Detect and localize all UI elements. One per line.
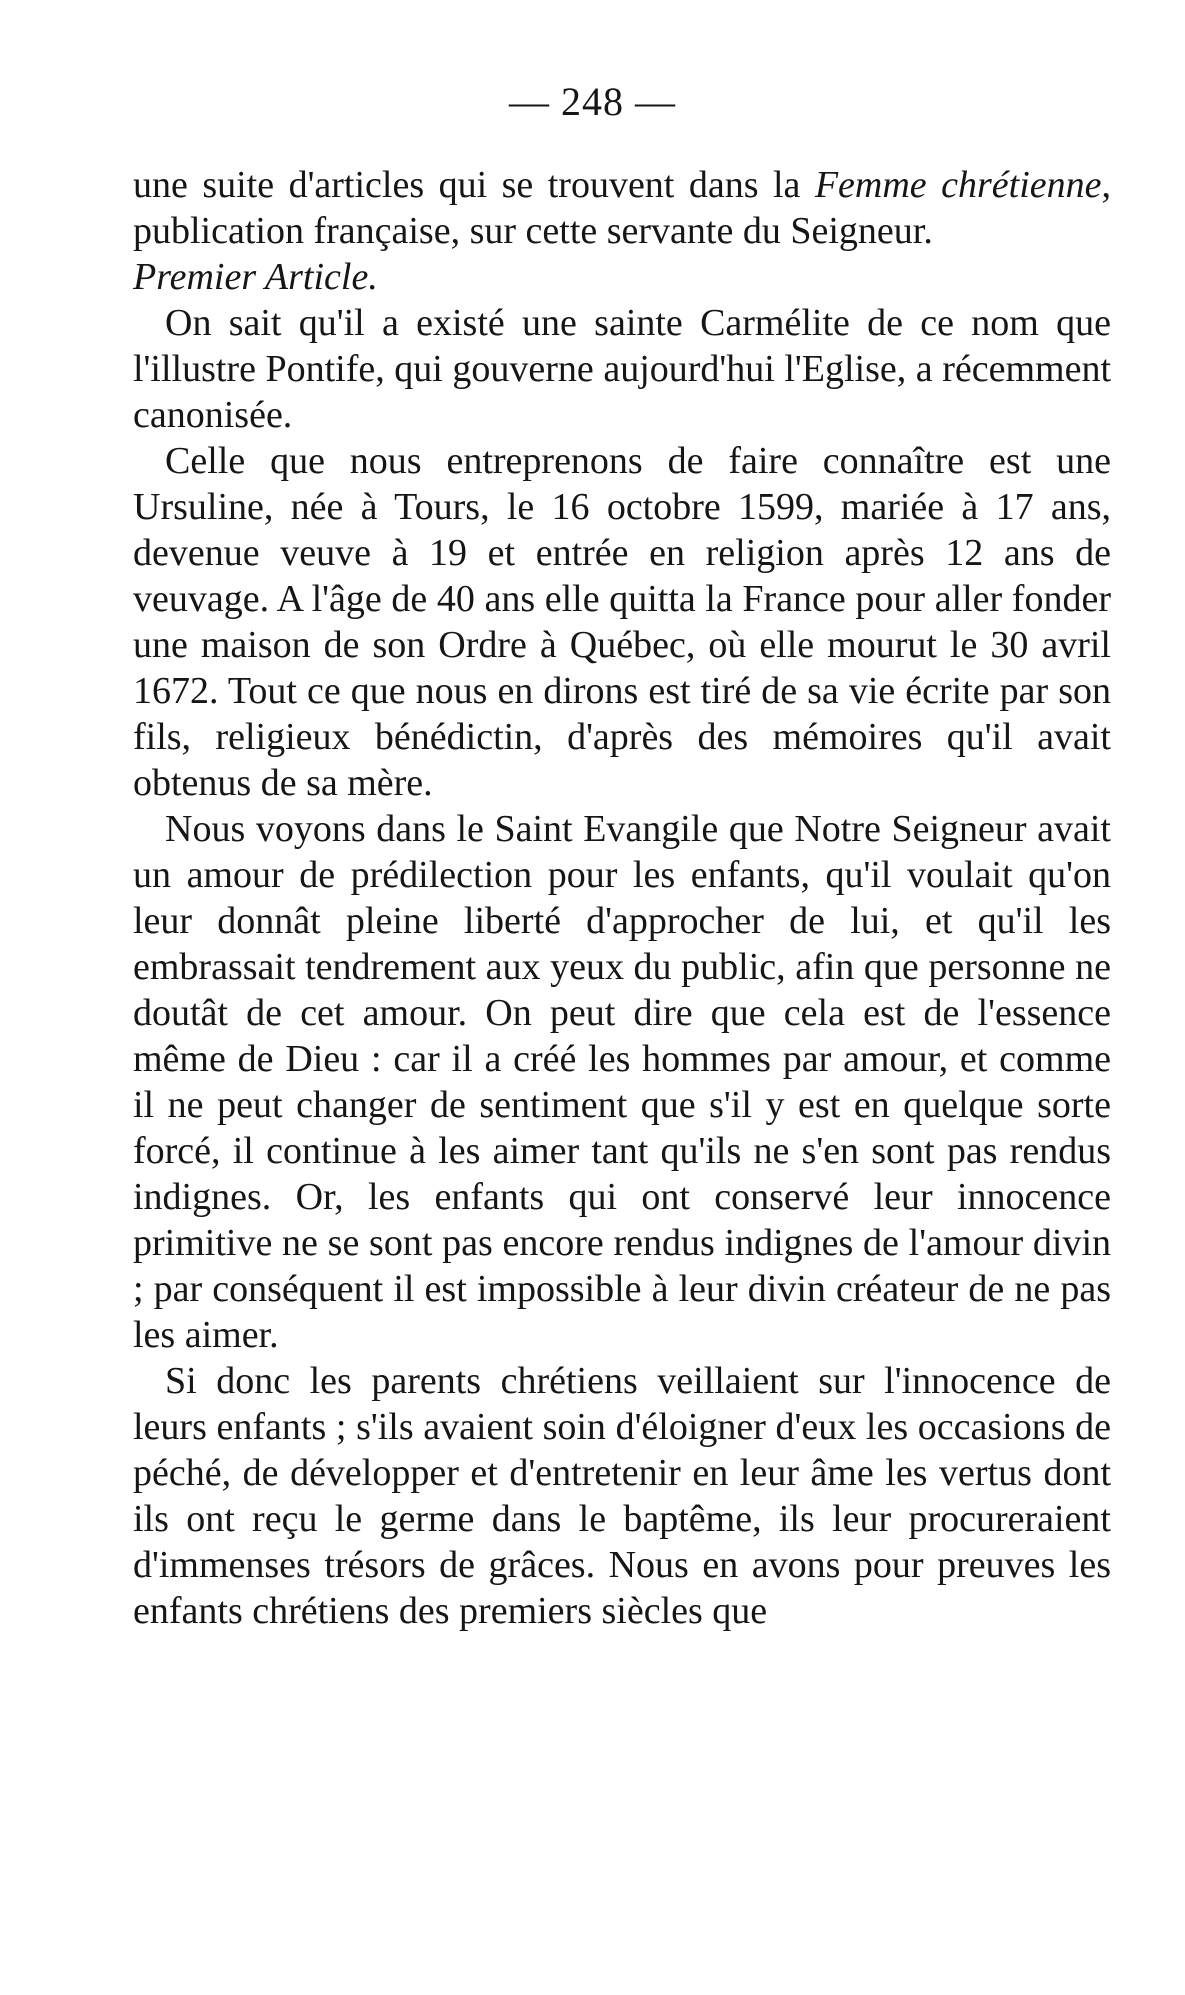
intro-text-start: une suite d'articles qui se trouvent dans la bbox=[133, 164, 815, 206]
publication-title: Femme chrétienne bbox=[814, 164, 1102, 206]
paragraph-3: Nous voyons dans le Saint Evangile que Notre Seigneur avait un amour de prédilection pour les enfants, qu'il voulait qu'on leur donnât pleine liberté d'approcher de lui, et qu'il les embrassait tendrement aux yeux du public, afin que personne ne doutât de cet amour. On peut dire que cela est de l'essence même de Dieu : car il a créé les hommes par amour, et comme il ne peut changer de sentiment que s'il y est en quelque sorte forcé, il continue à les aimer tant qu'ils ne s'en sont pas rendus indignes. Or, les enfants qui ont conservé leur innocence primitive ne se sont pas encore rendus indignes de l'amour divin ; par conséquent il est impossible à leur divin créateur de ne pas les aimer. bbox=[133, 808, 1111, 1356]
paragraph-1: On sait qu'il a existé une sainte Carmélite de ce nom que l'illustre Pontife, qui gouverne aujourd'hui l'Eglise, a récemment canonisée. bbox=[133, 302, 1111, 436]
paragraph-4: Si donc les parents chrétiens veillaient sur l'innocence de leurs enfants ; s'ils avaient soin d'éloigner d'eux les occasions de péché, de développer et d'entretenir en leur âme les vertus dont ils ont reçu le germe dans le baptême, ils leur procureraient d'immenses trésors de grâces. Nous en avons pour preuves les enfants chrétiens des premiers siècles que bbox=[133, 1360, 1111, 1632]
page-body bbox=[133, 162, 1111, 1634]
page-number: — 248 — bbox=[509, 79, 676, 124]
paragraph-2: Celle que nous entreprenons de faire connaître est une Ursuline, née à Tours, le 16 octobre 1599, mariée à 17 ans, devenue veuve à 19 et entrée en religion après 12 ans de veuvage. A l'âge de 40 ans elle quitta la France pour aller fonder une maison de son Ordre à Québec, où elle mourut le 30 avril 1672. Tout ce que nous en dirons est tiré de sa vie écrite par son fils, religieux bénédictin, d'après des mémoires qu'il avait obtenus de sa mère. bbox=[133, 440, 1111, 804]
intro-paragraph bbox=[133, 162, 1111, 254]
article-heading: Premier Article. bbox=[133, 256, 378, 298]
intro-text-end: , publication française, sur cette servante du Seigneur. bbox=[133, 164, 1112, 252]
